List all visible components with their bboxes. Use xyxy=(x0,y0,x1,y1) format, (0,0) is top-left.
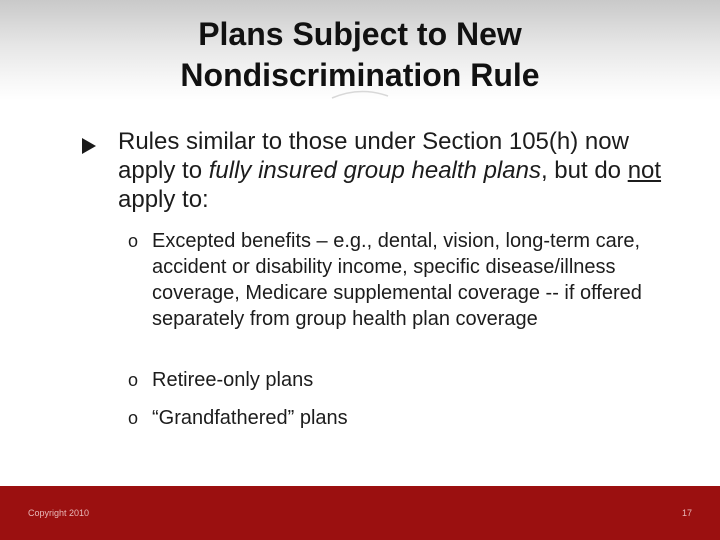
sub-bullet-text: Excepted benefits – e.g., dental, vision, long-term care, accident or disability income, specific disease/illness coverage, Medicare supplemental coverage -- if offered separately from group health plan coverage xyxy=(152,230,642,330)
title-line-1: Plans Subject to New xyxy=(198,16,522,52)
circle-bullet-icon: o xyxy=(128,370,139,390)
slide-title xyxy=(0,14,720,96)
circle-bullet-icon: o xyxy=(128,231,139,251)
circle-bullet-icon: o xyxy=(128,408,139,428)
main-bullet-part3: apply to: xyxy=(118,186,209,213)
main-bullet-text xyxy=(118,127,678,214)
copyright-text: Copyright 2010 xyxy=(28,508,90,518)
footer-bar xyxy=(0,486,720,540)
title-line-2: Nondiscrimination Rule xyxy=(180,57,540,93)
main-bullet-italic: fully insured group health plans xyxy=(208,157,541,184)
title-swoosh-decoration xyxy=(330,88,390,102)
main-bullet-underlined: not xyxy=(627,157,662,184)
sub-bullet-text: “Grandfathered” plans xyxy=(152,407,348,429)
arrow-bullet-icon xyxy=(82,138,96,154)
main-bullet-part2: , but do xyxy=(540,157,628,184)
sub-bullet-text: Retiree-only plans xyxy=(152,369,314,391)
page-number: 17 xyxy=(681,508,692,518)
main-bullet-part1: Rules similar to those under Section 105(h) now apply to xyxy=(118,128,629,184)
